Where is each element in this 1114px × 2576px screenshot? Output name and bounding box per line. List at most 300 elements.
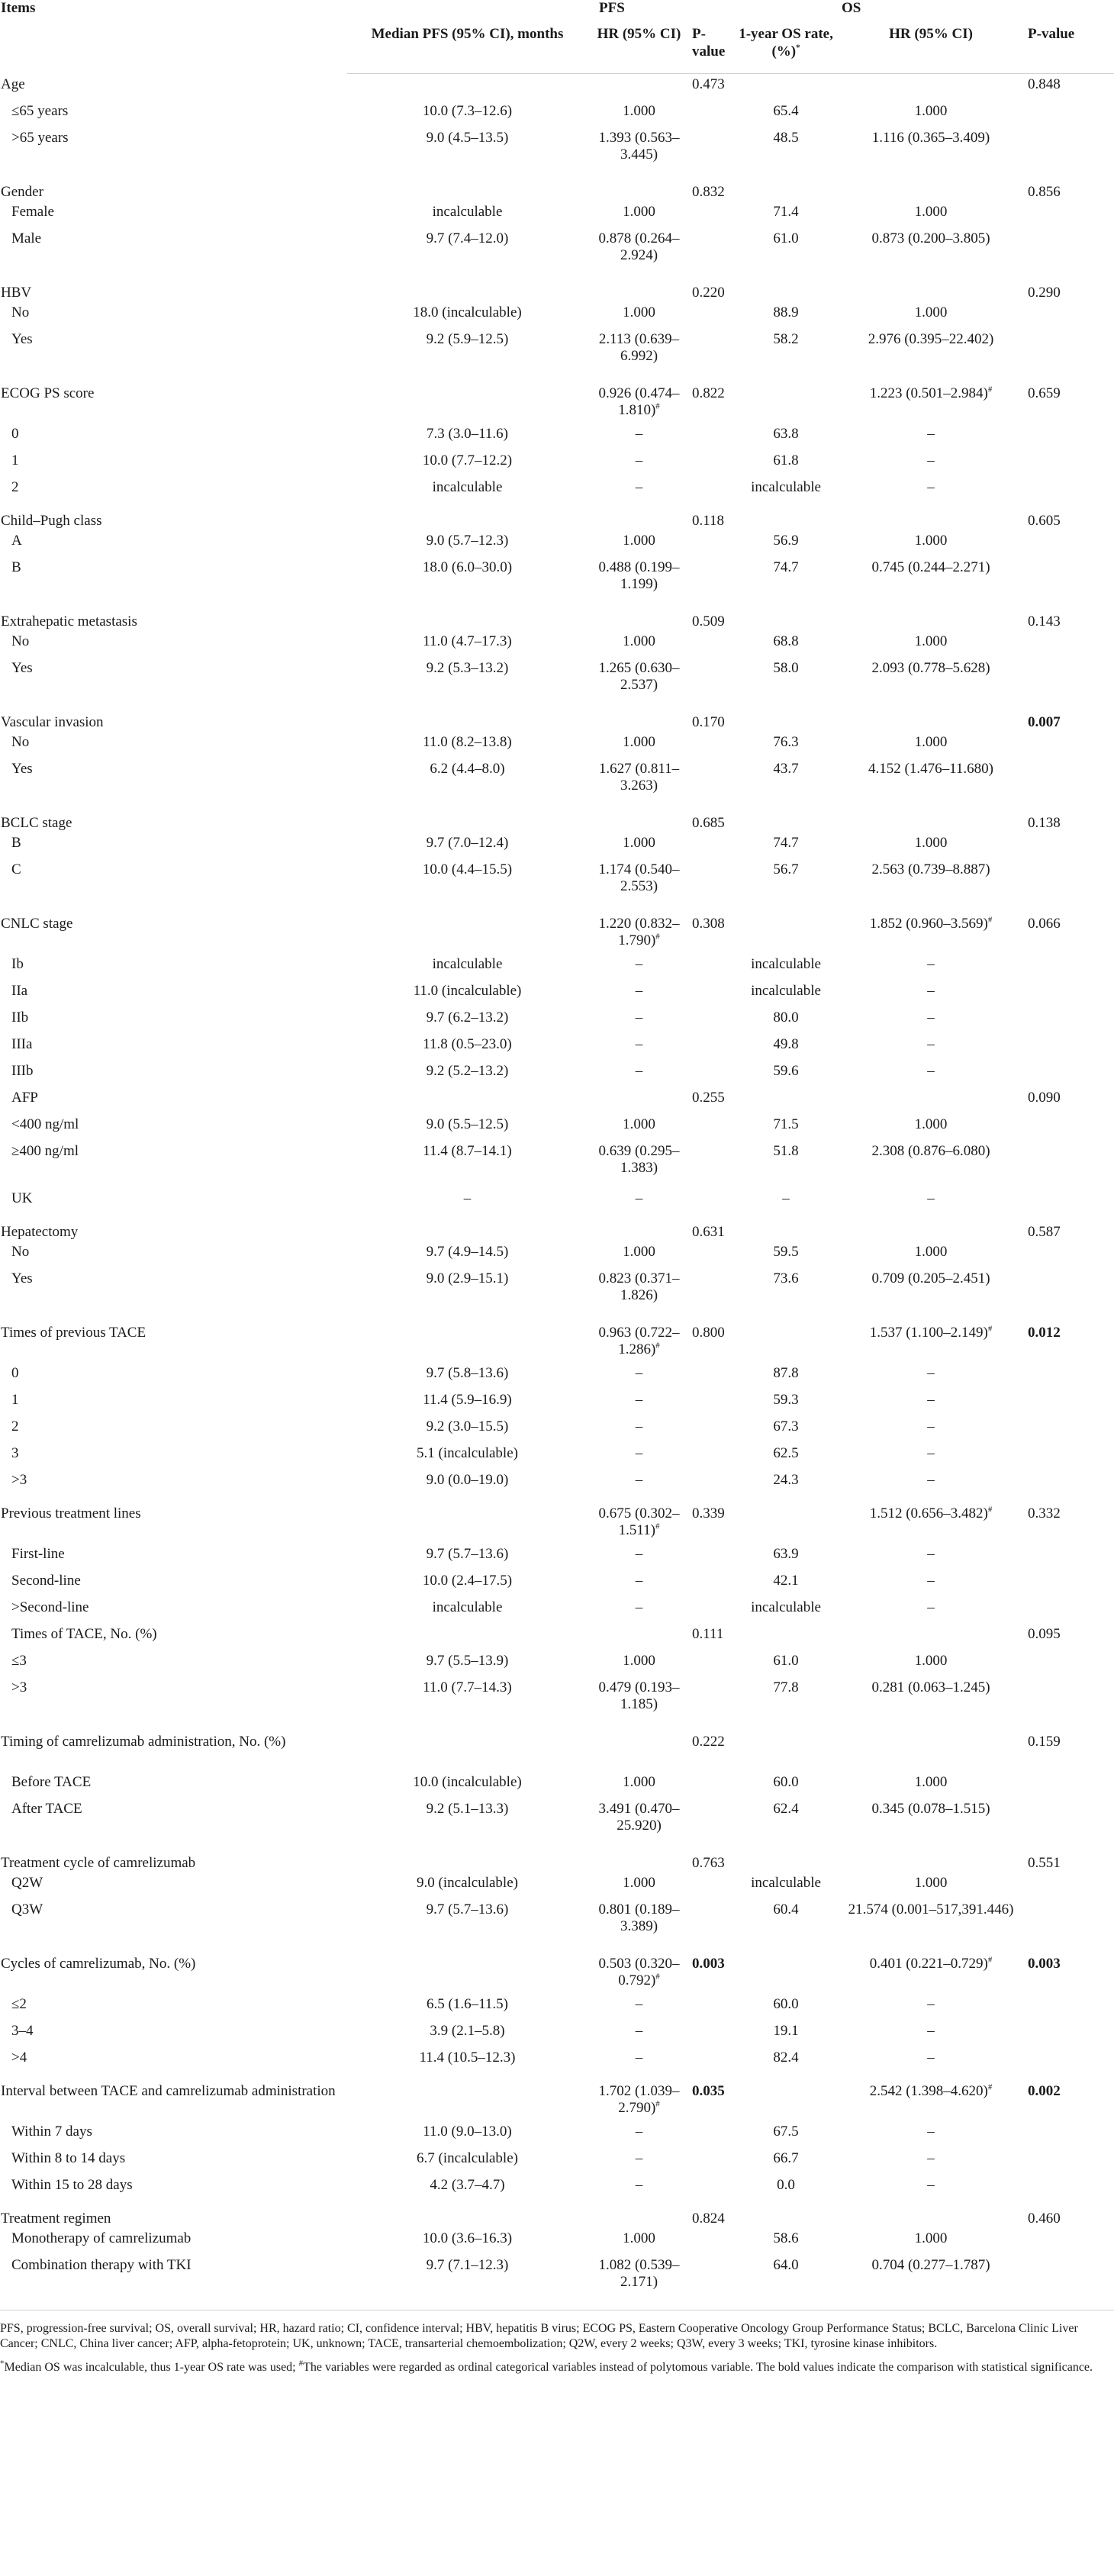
cell-median-pfs — [347, 175, 588, 201]
cell-p-os — [1026, 859, 1114, 906]
cell-hr-os — [836, 302, 1026, 329]
table-row — [0, 2228, 1114, 2255]
cell-hr-os — [836, 1650, 1026, 1677]
cell-hr-os-text: 1.537 (1.100–2.149) — [869, 1324, 988, 1341]
cell-hr-os — [836, 2074, 1026, 2121]
cell-hr-pfs — [588, 1872, 691, 1899]
cell-median-pfs — [347, 1772, 588, 1798]
cell-hr-os-text: 2.563 (0.739–8.887) — [871, 861, 990, 877]
cell-hr-pfs — [588, 2175, 691, 2201]
cell-hr-pfs — [588, 74, 691, 101]
cell-p-pfs — [691, 530, 736, 557]
cell-hr-pfs — [588, 1188, 691, 1215]
cell-os-rate — [736, 758, 836, 806]
table-row — [0, 2021, 1114, 2047]
cell-os-rate-text: 60.0 — [773, 1995, 799, 2012]
cell-os-rate — [736, 2121, 836, 2148]
cell-os-rate-text: 87.8 — [773, 1364, 799, 1381]
cell-median-pfs-text: 18.0 (incalculable) — [413, 304, 522, 320]
cell-p-pfs — [691, 1363, 736, 1389]
cell-p-os — [1026, 758, 1114, 806]
cell-os-rate-text: 82.4 — [773, 2049, 799, 2066]
cell-item-label: ≤3 — [11, 1652, 27, 1669]
cell-hr-os-mark: # — [987, 1324, 993, 1334]
table-row — [0, 1215, 1114, 1241]
table-row — [0, 530, 1114, 557]
cell-hr-os — [836, 1677, 1026, 1724]
cell-p-pfs — [691, 2121, 736, 2148]
cell-hr-pfs — [588, 954, 691, 980]
cell-median-pfs-text: 9.7 (6.2–13.2) — [426, 1009, 509, 1026]
cell-p-os — [1026, 1215, 1114, 1241]
cell-median-pfs-text: 10.0 (3.6–16.3) — [422, 2230, 513, 2246]
cell-item-label: Age — [1, 76, 25, 92]
cell-hr-os-text: 1.000 — [914, 633, 948, 649]
cell-median-pfs — [347, 423, 588, 450]
header-p-pfs: P-value — [691, 26, 736, 74]
cell-median-pfs-text: 9.7 (5.7–13.6) — [426, 1901, 509, 1918]
cell-hr-os-text: 0.745 (0.244–2.271) — [871, 559, 990, 575]
cell-median-pfs — [347, 1899, 588, 1946]
cell-p-os-text: 0.460 — [1028, 2210, 1061, 2227]
cell-hr-pfs — [588, 376, 691, 423]
cell-median-pfs — [347, 1946, 588, 1994]
table-row — [0, 2201, 1114, 2228]
cell-p-os — [1026, 1389, 1114, 1416]
cell-hr-os-text: 1.000 — [914, 1874, 948, 1891]
cell-median-pfs — [347, 2175, 588, 2201]
table-row — [0, 732, 1114, 758]
cell-hr-os — [836, 1624, 1026, 1650]
cell-p-pfs-text: 0.339 — [692, 1505, 725, 1521]
cell-p-os — [1026, 2074, 1114, 2121]
cell-p-os-text: 0.002 — [1028, 2082, 1061, 2099]
cell-p-os — [1026, 2148, 1114, 2175]
cell-p-pfs-text: 0.170 — [692, 713, 725, 730]
cell-os-rate — [736, 1798, 836, 1846]
cell-os-rate — [736, 980, 836, 1007]
cell-item-label: Combination therapy with TKI — [11, 2256, 192, 2273]
cell-median-pfs — [347, 127, 588, 175]
cell-p-os-text: 0.066 — [1028, 915, 1061, 932]
cell-p-os — [1026, 1315, 1114, 1363]
cell-p-os — [1026, 1087, 1114, 1114]
cell-os-rate — [736, 504, 836, 530]
cell-p-pfs — [691, 604, 736, 631]
cell-median-pfs-text: 11.0 (8.2–13.8) — [423, 733, 512, 750]
cell-hr-os-mark: # — [987, 1955, 993, 1965]
cell-p-pfs — [691, 1114, 736, 1141]
cell-os-rate — [736, 2021, 836, 2047]
table-row — [0, 1470, 1114, 1496]
cell-hr-os-text: 1.116 (0.365–3.409) — [871, 129, 990, 146]
cell-p-pfs — [691, 1470, 736, 1496]
cell-p-pfs — [691, 2021, 736, 2047]
cell-median-pfs — [347, 1141, 588, 1188]
table-row — [0, 2074, 1114, 2121]
cell-hr-pfs — [588, 201, 691, 228]
cell-item-label: Within 7 days — [11, 2123, 92, 2140]
cell-hr-pfs-text: 1.000 — [623, 102, 655, 119]
cell-hr-pfs — [588, 1650, 691, 1677]
cell-p-os-text: 0.848 — [1028, 76, 1061, 92]
cell-item-label: Male — [11, 230, 42, 246]
table-row — [0, 1597, 1114, 1624]
cell-item-label: A — [11, 532, 22, 549]
cell-hr-os-mark: # — [987, 1505, 993, 1515]
cell-hr-os — [836, 906, 1026, 954]
cell-os-rate — [736, 2175, 836, 2201]
cell-item-label: Gender — [1, 183, 43, 200]
cell-hr-pfs — [588, 2074, 691, 2121]
cell-item-label: 3 — [11, 1444, 19, 1461]
table-row — [0, 302, 1114, 329]
cell-hr-pfs-mark: # — [655, 1341, 660, 1351]
cell-hr-os — [836, 758, 1026, 806]
cell-os-rate-text: incalculable — [751, 955, 821, 972]
cell-item-label: Child–Pugh class — [1, 512, 102, 529]
cell-p-pfs — [691, 1872, 736, 1899]
table-row — [0, 1363, 1114, 1389]
cell-item-label: >3 — [11, 1679, 27, 1695]
cell-p-pfs — [691, 1496, 736, 1544]
cell-os-rate-text: 56.7 — [773, 861, 799, 877]
cell-p-pfs — [691, 450, 736, 477]
cell-hr-pfs-text: – — [635, 1062, 643, 1079]
cell-hr-os — [836, 1034, 1026, 1061]
cell-p-pfs — [691, 557, 736, 604]
cell-os-rate — [736, 2228, 836, 2255]
cell-hr-pfs — [588, 604, 691, 631]
cell-p-pfs — [691, 705, 736, 732]
cell-hr-pfs-text: – — [635, 1572, 643, 1589]
cell-os-rate — [736, 450, 836, 477]
cell-median-pfs-text: 6.5 (1.6–11.5) — [427, 1995, 508, 2012]
cell-item-label: Times of TACE, No. (%) — [11, 1625, 157, 1642]
cell-hr-os — [836, 1416, 1026, 1443]
cell-os-rate — [736, 2201, 836, 2228]
cell-item-label: B — [11, 559, 21, 575]
cell-p-os — [1026, 2021, 1114, 2047]
cell-p-pfs — [691, 1724, 736, 1772]
cell-p-os — [1026, 658, 1114, 705]
cell-p-os — [1026, 2121, 1114, 2148]
cell-item-label: >Second-line — [11, 1599, 89, 1615]
cell-p-os-text: 0.012 — [1028, 1324, 1061, 1341]
cell-median-pfs — [347, 1677, 588, 1724]
cell-p-os-text: 0.605 — [1028, 512, 1061, 529]
cell-hr-pfs — [588, 1087, 691, 1114]
table-row — [0, 1994, 1114, 2021]
cell-hr-pfs — [588, 504, 691, 530]
table-row — [0, 1061, 1114, 1087]
cell-os-rate — [736, 423, 836, 450]
cell-hr-pfs — [588, 2228, 691, 2255]
cell-os-rate-text: 0.0 — [777, 2176, 795, 2193]
cell-hr-pfs — [588, 450, 691, 477]
table-row — [0, 275, 1114, 302]
cell-median-pfs-text: 9.0 (0.0–19.0) — [426, 1471, 509, 1488]
cell-os-rate — [736, 1724, 836, 1772]
cell-hr-os — [836, 477, 1026, 504]
table-row — [0, 604, 1114, 631]
cell-item-label: Times of previous TACE — [1, 1324, 146, 1341]
cell-os-rate-text: 62.5 — [773, 1444, 799, 1461]
footnote-star-text: Median OS was incalculable, thus 1-year OS rate was used; — [4, 2361, 299, 2375]
cell-hr-os — [836, 1724, 1026, 1772]
cell-os-rate — [736, 201, 836, 228]
cell-median-pfs — [347, 1872, 588, 1899]
table-row — [0, 1315, 1114, 1363]
cell-hr-pfs — [588, 1268, 691, 1315]
table-row — [0, 1544, 1114, 1570]
cell-hr-os-text: 1.512 (0.656–3.482) — [869, 1505, 988, 1521]
cell-item-label: Yes — [11, 659, 33, 676]
cell-os-rate-text: 62.4 — [773, 1800, 799, 1817]
cell-p-pfs — [691, 1798, 736, 1846]
cell-os-rate — [736, 1268, 836, 1315]
header-os-rate-text: 1-year OS rate, (%) — [739, 26, 833, 60]
cell-p-os-text: 0.551 — [1028, 1854, 1061, 1871]
cell-hr-pfs-text: – — [635, 2176, 643, 2193]
table-row — [0, 376, 1114, 423]
cell-median-pfs — [347, 504, 588, 530]
cell-os-rate-text: incalculable — [751, 1874, 821, 1891]
cell-p-os-text: 0.143 — [1028, 613, 1061, 630]
cell-hr-os — [836, 423, 1026, 450]
cell-hr-pfs — [588, 1363, 691, 1389]
cell-item-label: Within 15 to 28 days — [11, 2176, 133, 2193]
cell-median-pfs — [347, 1994, 588, 2021]
cell-hr-os-text: 1.000 — [914, 102, 948, 119]
cell-item-label: Monotherapy of camrelizumab — [11, 2230, 192, 2246]
cell-hr-pfs — [588, 175, 691, 201]
cell-item-label: CNLC stage — [1, 915, 73, 932]
table-row — [0, 954, 1114, 980]
table-row — [0, 2121, 1114, 2148]
cell-median-pfs-text: 10.0 (2.4–17.5) — [422, 1572, 513, 1589]
cell-p-os — [1026, 2201, 1114, 2228]
cell-os-rate-text: 80.0 — [773, 1009, 799, 1026]
cell-p-pfs — [691, 980, 736, 1007]
cell-median-pfs-text: 11.0 (7.7–14.3) — [423, 1679, 512, 1695]
cell-median-pfs — [347, 806, 588, 832]
cell-hr-pfs-text: – — [635, 478, 643, 495]
cell-hr-os-text: 0.873 (0.200–3.805) — [871, 230, 990, 246]
cell-hr-os-text: – — [927, 1545, 935, 1562]
cell-item-label: No — [11, 1243, 30, 1260]
cell-hr-os — [836, 1899, 1026, 1946]
table-row — [0, 175, 1114, 201]
cell-os-rate — [736, 477, 836, 504]
cell-hr-pfs-text: 1.000 — [623, 733, 655, 750]
cell-p-pfs — [691, 1389, 736, 1416]
cell-p-os — [1026, 1994, 1114, 2021]
cell-hr-os — [836, 658, 1026, 705]
cell-hr-pfs — [588, 1597, 691, 1624]
footnote-star-mark: * — [0, 2359, 5, 2368]
cell-median-pfs-text: 11.4 (8.7–14.1) — [423, 1142, 512, 1159]
cell-hr-os-text: – — [927, 1364, 935, 1381]
cell-hr-os-text: 2.542 (1.398–4.620) — [869, 2082, 988, 2099]
cell-p-os-text: 0.290 — [1028, 284, 1061, 301]
cell-hr-os — [836, 1389, 1026, 1416]
cell-hr-os — [836, 1544, 1026, 1570]
cell-os-rate — [736, 1241, 836, 1268]
cell-item-label: No — [11, 633, 30, 649]
cell-hr-os-text: 1.000 — [914, 733, 948, 750]
cell-median-pfs-text: 11.8 (0.5–23.0) — [423, 1035, 512, 1052]
cell-item-label: BCLC stage — [1, 814, 72, 831]
cell-hr-os-text: 0.709 (0.205–2.451) — [871, 1270, 990, 1286]
cell-median-pfs — [347, 201, 588, 228]
cell-hr-pfs — [588, 1241, 691, 1268]
cell-hr-os — [836, 228, 1026, 275]
cell-os-rate — [736, 1363, 836, 1389]
cell-os-rate — [736, 2148, 836, 2175]
cell-median-pfs-text: 9.2 (3.0–15.5) — [426, 1418, 509, 1435]
cell-p-os — [1026, 302, 1114, 329]
cell-hr-pfs-text: – — [635, 1391, 643, 1408]
cell-os-rate-text: 48.5 — [773, 129, 799, 146]
footnote-abbreviations: PFS, progression-free survival; OS, overall survival; HR, hazard ratio; CI, confidence interval; HBV, hepatitis B virus; ECOG PS, Eastern Cooperative Oncology Group Performance Status; BCLC, Barcelona Clinic Liver Cancer; CNLC, China liver cancer; AFP, alpha-fetoprotein; UK, unknown; TACE, transarterial chemoembolization; Q2W, every 2 weeks; Q3W, every 3 weeks; TKI, tyrosine kinase inhibitors. — [0, 2321, 1078, 2351]
table-row — [0, 658, 1114, 705]
cell-hr-os — [836, 504, 1026, 530]
cell-p-pfs — [691, 732, 736, 758]
cell-os-rate-text: 61.0 — [773, 230, 799, 246]
cell-p-os — [1026, 477, 1114, 504]
cell-hr-pfs-text: – — [635, 2123, 643, 2140]
cell-os-rate — [736, 705, 836, 732]
cell-hr-os-text: 2.093 (0.778–5.628) — [871, 659, 990, 676]
cell-hr-os-mark: # — [987, 2082, 993, 2092]
cell-hr-os-text: 1.000 — [914, 304, 948, 320]
cell-p-os — [1026, 2228, 1114, 2255]
cell-p-os — [1026, 1114, 1114, 1141]
cell-p-pfs — [691, 2228, 736, 2255]
cell-p-pfs — [691, 1544, 736, 1570]
cell-hr-pfs — [588, 1443, 691, 1470]
cell-hr-os — [836, 329, 1026, 376]
cell-os-rate — [736, 1496, 836, 1544]
table-row — [0, 557, 1114, 604]
cell-hr-os-text: – — [927, 2123, 935, 2140]
cell-p-os — [1026, 954, 1114, 980]
cell-hr-pfs — [588, 1544, 691, 1570]
cell-hr-pfs — [588, 1570, 691, 1597]
cell-os-rate — [736, 1570, 836, 1597]
cell-item-label: 1 — [11, 1391, 19, 1408]
cell-hr-pfs — [588, 1061, 691, 1087]
cell-os-rate — [736, 74, 836, 101]
cell-item-label: 3–4 — [11, 2022, 34, 2039]
cell-os-rate-text: 43.7 — [773, 760, 799, 777]
cell-hr-os-text: 0.281 (0.063–1.245) — [871, 1679, 990, 1695]
cell-hr-pfs-text: 0.878 (0.264–2.924) — [598, 230, 680, 264]
cell-hr-pfs — [588, 530, 691, 557]
cell-median-pfs — [347, 1724, 588, 1772]
cell-hr-pfs-text: 1.082 (0.539–2.171) — [598, 2256, 680, 2291]
cell-hr-pfs — [588, 2255, 691, 2302]
cell-median-pfs — [347, 1798, 588, 1846]
cell-hr-os-text: 1.000 — [914, 1243, 948, 1260]
cell-hr-os — [836, 1315, 1026, 1363]
cell-hr-pfs-text: – — [635, 425, 643, 442]
header-p-os: P-value — [1026, 26, 1114, 74]
cell-median-pfs-text: incalculable — [432, 478, 503, 495]
cell-median-pfs — [347, 1389, 588, 1416]
cell-os-rate — [736, 1994, 836, 2021]
cell-p-pfs — [691, 1650, 736, 1677]
cell-os-rate — [736, 1899, 836, 1946]
cell-os-rate-text: 60.4 — [773, 1901, 799, 1918]
cell-hr-os — [836, 1798, 1026, 1846]
cell-median-pfs-text: 11.0 (4.7–17.3) — [423, 633, 512, 649]
table-row — [0, 329, 1114, 376]
cell-item-label: Yes — [11, 1270, 33, 1286]
cell-median-pfs-text: 9.7 (7.0–12.4) — [426, 834, 509, 851]
table-row — [0, 1899, 1114, 1946]
cell-os-rate — [736, 2047, 836, 2074]
cell-p-pfs-text: 0.255 — [692, 1089, 725, 1106]
cell-median-pfs — [347, 1624, 588, 1650]
cell-hr-os-text: 1.000 — [914, 1116, 948, 1132]
header-os-rate — [736, 26, 836, 74]
cell-p-os — [1026, 228, 1114, 275]
cell-p-os — [1026, 1597, 1114, 1624]
cell-os-rate — [736, 1215, 836, 1241]
cell-os-rate-text: – — [782, 1190, 790, 1206]
cell-hr-pfs — [588, 2121, 691, 2148]
cell-median-pfs — [347, 1215, 588, 1241]
cell-p-pfs — [691, 101, 736, 127]
cell-p-pfs-text: 0.763 — [692, 1854, 725, 1871]
cell-item-label: IIb — [11, 1009, 29, 1026]
cell-hr-os — [836, 732, 1026, 758]
cell-item-label: Treatment regimen — [1, 2210, 111, 2227]
cell-hr-pfs-text: – — [635, 1035, 643, 1052]
cell-os-rate-text: 64.0 — [773, 2256, 799, 2273]
cell-p-pfs — [691, 1677, 736, 1724]
cell-p-os — [1026, 1443, 1114, 1470]
cell-hr-os — [836, 175, 1026, 201]
cell-item-label: Hepatectomy — [1, 1223, 79, 1240]
cell-p-os — [1026, 275, 1114, 302]
cell-os-rate-text: 68.8 — [773, 633, 799, 649]
cell-p-pfs-text: 0.832 — [692, 183, 725, 200]
table-row — [0, 906, 1114, 954]
cell-p-os — [1026, 906, 1114, 954]
cell-median-pfs — [347, 1268, 588, 1315]
cell-p-os — [1026, 1496, 1114, 1544]
cell-os-rate-text: 58.0 — [773, 659, 799, 676]
cell-hr-pfs-text: – — [635, 2049, 643, 2066]
cell-hr-pfs-text: – — [635, 955, 643, 972]
cell-hr-pfs-text: 0.503 (0.320–0.792) — [598, 1955, 680, 1989]
cell-p-os — [1026, 2047, 1114, 2074]
cell-hr-pfs-text: 0.823 (0.371–1.826) — [598, 1270, 680, 1304]
cell-p-pfs — [691, 1141, 736, 1188]
cell-os-rate-text: 61.0 — [773, 1652, 799, 1669]
cell-os-rate — [736, 1846, 836, 1872]
cell-os-rate-text: 63.9 — [773, 1545, 799, 1562]
cell-os-rate — [736, 2255, 836, 2302]
cell-hr-os-text: – — [927, 2149, 935, 2166]
cell-p-pfs-text: 0.308 — [692, 915, 725, 932]
cell-median-pfs-text: 9.0 (5.5–12.5) — [426, 1116, 509, 1132]
cell-hr-os — [836, 1772, 1026, 1798]
cell-median-pfs-text: 4.2 (3.7–4.7) — [430, 2176, 505, 2193]
